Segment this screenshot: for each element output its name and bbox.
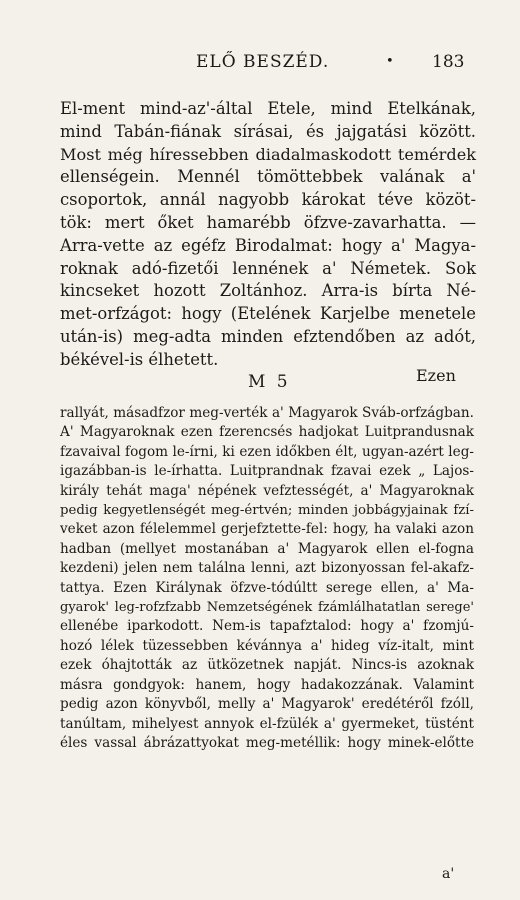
footnote-line: másra gondgyok: hanem, hogy hadakozzának. Valamint [60, 676, 474, 693]
page-number: 183 [432, 52, 465, 72]
footnote-line: fzavaival fogom le-írni, ki ezen időkben élt, ugyan-azért leg- [60, 443, 474, 460]
main-text-line: Arra-vette az egéfz Birodalmat: hogy a' Magya- [60, 235, 476, 255]
main-text-line: tök: mert őket hamarébb öfzve-zavarhatta. — [60, 212, 476, 232]
footnote-line: pedig kegyetlenségét meg-értvén; minden jobbágyjainak fzí- [60, 503, 474, 519]
footnote-line: éles vassal ábrázattyokat meg-metéllik: hogy minek-előtte [60, 734, 474, 751]
footnote-line: ezek óhajtották az ütközetnek napját. Nincs-is azoknak [60, 657, 474, 674]
footnote-line: veket azon félelemmel gerjefztette-fel: hogy, ha valaki azon [60, 521, 474, 538]
footnote-line: rallyát, másadfzor meg-verték a' Magyarok Sváb-orfzágban. [60, 405, 474, 421]
main-text-line: met-orfzágot: hogy (Etelének Karjelbe menetele [60, 304, 476, 324]
main-text-line: után-is) meg-adta minden efztendőben az adót, [60, 326, 476, 346]
footnote-line: igazábban-is le-írhatta. Luitprandnak fzavai ezek „ Lajos- [60, 463, 474, 480]
footnote-line: A' Magyaroknak ezen fzerencsés hadjokat Luitprandusnak [60, 424, 474, 441]
footnote-line: hozó lélek tüzessebben kévánnya a' hideg víz-italt, mint [60, 637, 474, 654]
footnote-line: tanúltam, mihelyest annyok el-fzülék a' gyermeket, tüstént [60, 715, 474, 732]
main-text-line: ellenségein. Mennél tömöttebbek valának a' [60, 167, 476, 187]
header-dot: • [386, 54, 394, 69]
main-text-line: csoportok, annál nagyobb károkat téve közöt- [60, 190, 476, 210]
main-text-line: mind Tabán-fiának sírásai, és jajgatási között. [60, 121, 476, 141]
page-header [0, 50, 520, 80]
footnote-line: tattya. Ezen Királynak öfzve-tódúltt serege ellen, a' Ma- [60, 579, 474, 596]
catchword: Ezen [416, 366, 456, 385]
signature-mark: M 5 [248, 372, 291, 392]
footnote-line: pedig azon könyvből, melly a' Magyarok' eredétéről fzóll, [60, 696, 474, 713]
main-text-line: kincseket hozott Zoltánhoz. Arra-is bírta Né- [60, 281, 476, 301]
main-text [60, 98, 476, 372]
footnote-line: gyarok' leg-rofzfzabb Nemzetségének fzámlálhatatlan serege' [60, 600, 474, 616]
footnote [60, 404, 474, 753]
main-text-line: Most még híressebben diadalmaskodott temérdek [60, 144, 476, 164]
catchword-bottom: a' [442, 866, 455, 882]
main-text-line: békével-is élhetett. [60, 349, 219, 369]
main-text-line: El-ment mind-az'-által Etele, mind Etelkának, [60, 99, 476, 118]
footnote-line: király tehát maga' népének vefztességét, a' Magyaroknak [60, 482, 474, 499]
main-text-line: roknak adó-fizetői lennének a' Németek. Sok [60, 258, 476, 278]
running-title: ELŐ BESZÉD. [196, 52, 330, 72]
footnote-line: hadban (mellyet mostanában a' Magyarok ellen el-fogna [60, 540, 474, 557]
footnote-line: kezdeni) jelen nem találna lenni, azt bizonyossan fel-akafz- [60, 560, 474, 577]
footnote-line: ellenébe iparkodott. Nem-is tapafztalod: hogy a' fzomjú- [60, 618, 474, 635]
signature-row [0, 366, 520, 398]
